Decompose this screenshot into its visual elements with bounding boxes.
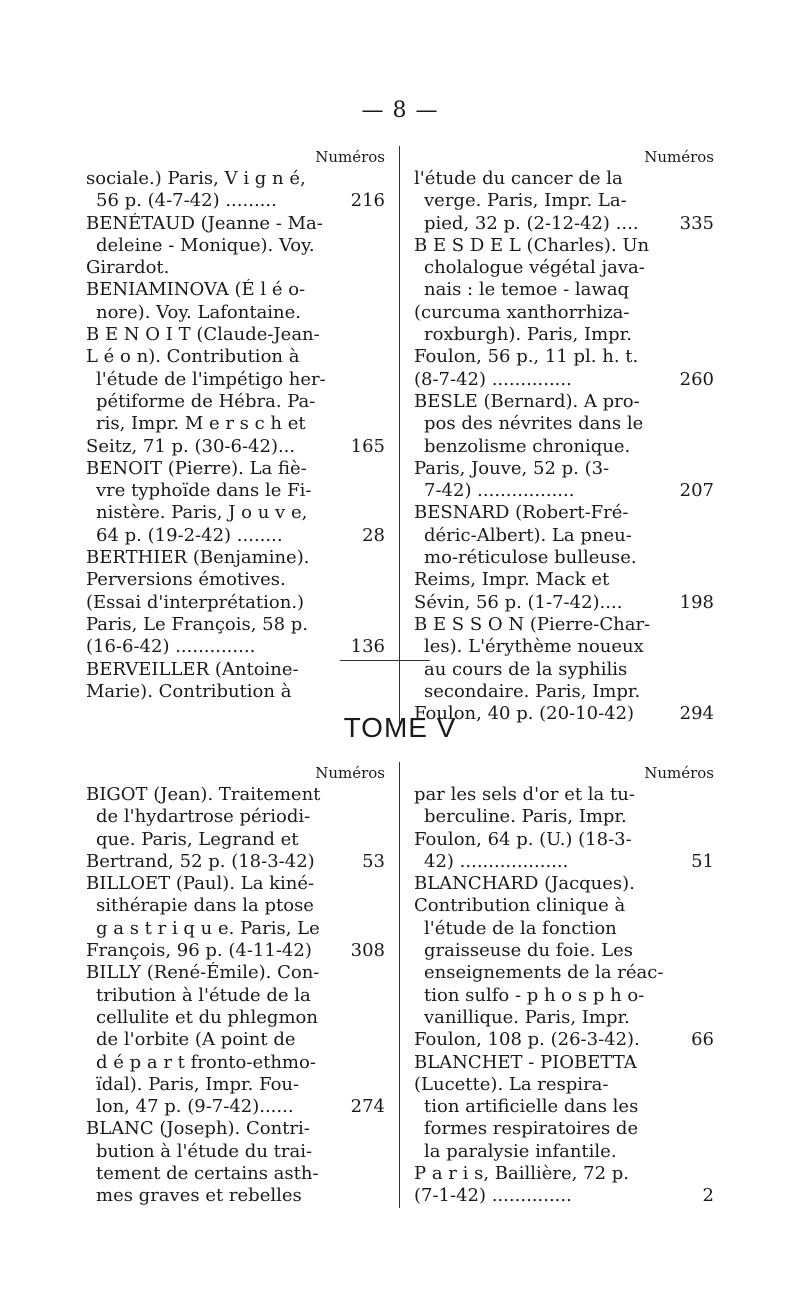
entry-text: BESNARD (Robert-Fré- [414, 502, 629, 524]
right-column [400, 146, 714, 725]
entry-line [86, 1096, 385, 1118]
entry-text: Marie). Contribution à [86, 680, 292, 702]
entry-text: ris, Impr. M e r s c h et [96, 413, 306, 435]
entry-line [86, 592, 385, 614]
entry-text: tribution à l'étude de la [96, 984, 311, 1006]
column-header: Numéros [644, 764, 714, 782]
entry-line [414, 458, 714, 480]
entry-text: roxburgh). Paris, Impr. [424, 324, 633, 346]
entry-number: 216 [350, 190, 385, 212]
entry-line [414, 873, 714, 895]
entry-line [414, 436, 714, 458]
entry-text: que. Paris, Legrand et [96, 828, 299, 850]
entry-text: B E S S O N (Pierre-Char- [414, 613, 651, 635]
entries-list [86, 168, 385, 703]
entry-line [86, 659, 385, 681]
entry-text: benzolisme chronique. [424, 435, 631, 457]
entry-line [86, 1141, 385, 1163]
left-column [86, 146, 400, 725]
section-tome-iv-continued [86, 146, 714, 725]
entry-line [86, 1118, 385, 1140]
entry-text: Foulon, 64 p. (U.) (18-3- [414, 828, 632, 850]
entry-line [414, 895, 714, 917]
entry-text: l'étude du cancer de la [414, 168, 623, 189]
entry-text: 7-42) ................. [424, 480, 575, 502]
entry-text: au cours de la syphilis [424, 658, 628, 680]
entry-number: 207 [679, 480, 714, 502]
entry-text: (8-7-42) .............. [414, 368, 572, 390]
entry-text: François, 96 p. (4-11-42) [86, 940, 312, 962]
entry-line [414, 592, 714, 614]
entry-number: 165 [350, 435, 385, 457]
entry-line [414, 806, 714, 828]
entry-line [86, 940, 385, 962]
entry-line [414, 1007, 714, 1029]
entry-line [86, 569, 385, 591]
entry-line [414, 1029, 714, 1051]
entry-line [414, 962, 714, 984]
entry-line [86, 547, 385, 569]
entry-line [86, 458, 385, 480]
entry-number: 294 [679, 703, 714, 725]
entry-line [414, 681, 714, 703]
entry-line [414, 659, 714, 681]
entry-text: 56 p. (4-7-42) ......... [96, 190, 277, 212]
entry-line [414, 784, 714, 806]
entry-text: BENIAMINOVA (É l é o- [86, 279, 306, 301]
entry-line [414, 502, 714, 524]
entry-text: P a r i s, Baillière, 72 p. [414, 1163, 629, 1185]
entry-line [86, 525, 385, 547]
entry-line [414, 346, 714, 368]
entry-line [414, 1185, 714, 1207]
entries-list [414, 168, 714, 725]
entry-text: BILLOET (Paul). La kiné- [86, 873, 315, 895]
entry-line [86, 873, 385, 895]
entry-line [414, 985, 714, 1007]
entry-text: tion artificielle dans les [424, 1096, 639, 1118]
entry-text: déric-Albert). La pneu- [424, 524, 632, 546]
column-header: Numéros [644, 148, 714, 166]
entry-line [414, 547, 714, 569]
entry-line [414, 829, 714, 851]
entry-text: Girardot. [86, 257, 170, 279]
entry-line [86, 257, 385, 279]
entry-text: L é o n). Contribution à [86, 346, 300, 368]
entry-line [86, 413, 385, 435]
left-column [86, 762, 400, 1208]
entry-line [86, 1052, 385, 1074]
entry-text: Paris, Jouve, 52 p. (3- [414, 457, 610, 479]
entry-line [414, 324, 714, 346]
section-divider [340, 660, 430, 661]
entry-text: Foulon, 40 p. (20-10-42) [414, 703, 635, 725]
entry-text: sithérapie dans la ptose [96, 895, 314, 917]
entry-line [86, 391, 385, 413]
entry-text: d é p a r t fronto-ethmo- [96, 1051, 316, 1073]
entry-line [414, 525, 714, 547]
entry-line [86, 346, 385, 368]
entry-line [414, 1052, 714, 1074]
entry-text: nore). Voy. Lafontaine. [96, 301, 302, 323]
tome-title: TOME V [343, 712, 457, 743]
entry-line [86, 851, 385, 873]
entry-line [86, 213, 385, 235]
entry-line [86, 168, 385, 190]
entry-line [86, 636, 385, 658]
entry-text: Foulon, 56 p., 11 pl. h. t. [414, 346, 639, 368]
entry-text: Bertrand, 52 p. (18-3-42) [86, 850, 315, 872]
entry-line [414, 279, 714, 301]
entry-number: 66 [691, 1029, 714, 1051]
entries-list [86, 784, 385, 1208]
entry-line [86, 829, 385, 851]
entry-text: 64 p. (19-2-42) ........ [96, 524, 283, 546]
entry-line [414, 480, 714, 502]
entry-line [86, 962, 385, 984]
entry-line [86, 985, 385, 1007]
entry-line [86, 235, 385, 257]
column-header: Numéros [315, 148, 385, 166]
entry-text: Seitz, 71 p. (30-6-42)... [86, 435, 296, 457]
entry-text: cellulite et du phlegmon [96, 1006, 318, 1028]
entry-text: tement de certains asth- [96, 1163, 319, 1185]
entry-line [414, 1096, 714, 1118]
entry-text: lon, 47 p. (9-7-42)...... [96, 1096, 294, 1118]
entry-text: Paris, Le François, 58 p. [86, 613, 309, 635]
entry-text: vanillique. Paris, Impr. [424, 1006, 630, 1028]
entry-line [86, 279, 385, 301]
entry-line [414, 168, 714, 190]
entry-text: Foulon, 108 p. (26-3-42). [414, 1029, 640, 1051]
entry-number: 274 [350, 1096, 385, 1118]
entry-text: enseignements de la réac- [424, 962, 664, 984]
entry-text: (Essai d'interprétation.) [86, 591, 305, 613]
entry-line [414, 257, 714, 279]
entry-line [86, 502, 385, 524]
entry-text: nistère. Paris, J o u v e, [96, 502, 308, 524]
entry-line [414, 302, 714, 324]
entry-line [86, 681, 385, 703]
entry-line [414, 413, 714, 435]
entry-line [414, 1074, 714, 1096]
entry-line [414, 851, 714, 873]
entry-text: de l'hydartrose périodi- [96, 806, 311, 828]
page-number: — 8 — [361, 98, 439, 123]
entry-text: ïdal). Paris, Impr. Fou- [96, 1073, 300, 1095]
entry-line [414, 614, 714, 636]
entry-text: BESLE (Bernard). A pro- [414, 390, 640, 412]
entry-text: les). L'érythème noueux [424, 636, 644, 658]
entry-text: graisseuse du foie. Les [424, 940, 633, 962]
entry-line [86, 1007, 385, 1029]
entry-text: nais : le temoe - lawaq [424, 279, 630, 301]
entry-text: BLANC (Joseph). Contri- [86, 1118, 310, 1140]
entry-text: g a s t r i q u e. Paris, Le [96, 917, 320, 939]
entry-line [414, 1141, 714, 1163]
entry-text: de l'orbite (A point de [96, 1029, 296, 1051]
section-tome-v [86, 762, 714, 1208]
entry-line [414, 940, 714, 962]
entry-text: pos des névrites dans le [424, 413, 644, 435]
entry-number: 260 [679, 368, 714, 390]
entry-line [86, 480, 385, 502]
entry-line [86, 1029, 385, 1051]
entry-number: 198 [679, 591, 714, 613]
entry-line [86, 190, 385, 212]
entry-text: Perversions émotives. [86, 569, 286, 591]
entry-line [86, 806, 385, 828]
entry-text: tion sulfo - p h o s p h o- [424, 984, 645, 1006]
entry-text: Contribution clinique à [414, 895, 626, 917]
entry-text: B E S D E L (Charles). Un [414, 234, 650, 256]
entry-text: par les sels d'or et la tu- [414, 784, 635, 805]
entry-line [414, 636, 714, 658]
entry-text: formes respiratoires de [424, 1118, 639, 1140]
entry-line [414, 918, 714, 940]
entry-text: 42) ................... [424, 850, 569, 872]
entry-line [86, 918, 385, 940]
entry-text: BIGOT (Jean). Traitement [86, 784, 321, 805]
entry-line [414, 369, 714, 391]
entry-text: (16-6-42) .............. [86, 636, 256, 658]
entry-text: l'étude de l'impétigo her- [96, 368, 326, 390]
entry-text: la paralysie infantile. [424, 1140, 617, 1162]
entry-line [414, 235, 714, 257]
entry-line [414, 1163, 714, 1185]
entry-number: 28 [362, 524, 385, 546]
entry-text: mes graves et rebelles [96, 1185, 302, 1207]
entry-line [86, 784, 385, 806]
entry-text: Reims, Impr. Mack et [414, 569, 610, 591]
entry-text: bution à l'étude du trai- [96, 1140, 313, 1162]
entry-line [86, 614, 385, 636]
entry-line [414, 391, 714, 413]
entry-text: BLANCHET - PIOBETTA [414, 1051, 637, 1073]
entry-text: berculine. Paris, Impr. [424, 806, 627, 828]
entry-text: BENÉTAUD (Jeanne - Ma- [86, 212, 323, 234]
entry-number: 335 [679, 212, 714, 234]
entry-text: BENOIT (Pierre). La fiè- [86, 457, 307, 479]
entries-list [414, 784, 714, 1208]
entry-line [86, 436, 385, 458]
entry-text: cholalogue végétal java- [424, 257, 645, 279]
entry-text: secondaire. Paris, Impr. [424, 680, 641, 702]
column-header: Numéros [315, 764, 385, 782]
entry-line [86, 1163, 385, 1185]
entry-number: 136 [350, 636, 385, 658]
entry-text: pied, 32 p. (2-12-42) .... [424, 212, 639, 234]
entry-text: BERVEILLER (Antoine- [86, 658, 299, 680]
entry-line [86, 302, 385, 324]
entry-text: (Lucette). La respira- [414, 1073, 609, 1095]
entry-line [414, 213, 714, 235]
entry-line [86, 1074, 385, 1096]
entry-line [86, 1185, 385, 1207]
entry-text: mo-réticulose bulleuse. [424, 547, 637, 569]
entry-number: 308 [350, 940, 385, 962]
entry-number: 53 [362, 850, 385, 872]
entry-line [414, 190, 714, 212]
entry-number: 51 [691, 850, 714, 872]
entry-text: vre typhoïde dans le Fi- [96, 480, 312, 502]
entry-line [86, 324, 385, 346]
entry-text: Sévin, 56 p. (1-7-42).... [414, 591, 623, 613]
entry-line [86, 895, 385, 917]
entry-line [86, 369, 385, 391]
entry-text: BLANCHARD (Jacques). [414, 873, 635, 895]
entry-text: sociale.) Paris, V i g n é, [86, 168, 306, 189]
entry-text: verge. Paris, Impr. La- [424, 190, 627, 212]
entry-line [414, 569, 714, 591]
entry-number: 2 [702, 1185, 714, 1207]
right-column [400, 762, 714, 1208]
entry-text: l'étude de la fonction [424, 917, 617, 939]
entry-text: deleine - Monique). Voy. [96, 234, 315, 256]
entry-text: (curcuma xanthorrhiza- [414, 301, 630, 323]
entry-text: (7-1-42) .............. [414, 1185, 572, 1207]
entry-text: pétiforme de Hébra. Pa- [96, 390, 316, 412]
entry-text: BERTHIER (Benjamine). [86, 547, 310, 569]
entry-text: BILLY (René-Émile). Con- [86, 962, 320, 984]
entry-line [414, 1118, 714, 1140]
entry-text: B E N O I T (Claude-Jean- [86, 324, 320, 346]
